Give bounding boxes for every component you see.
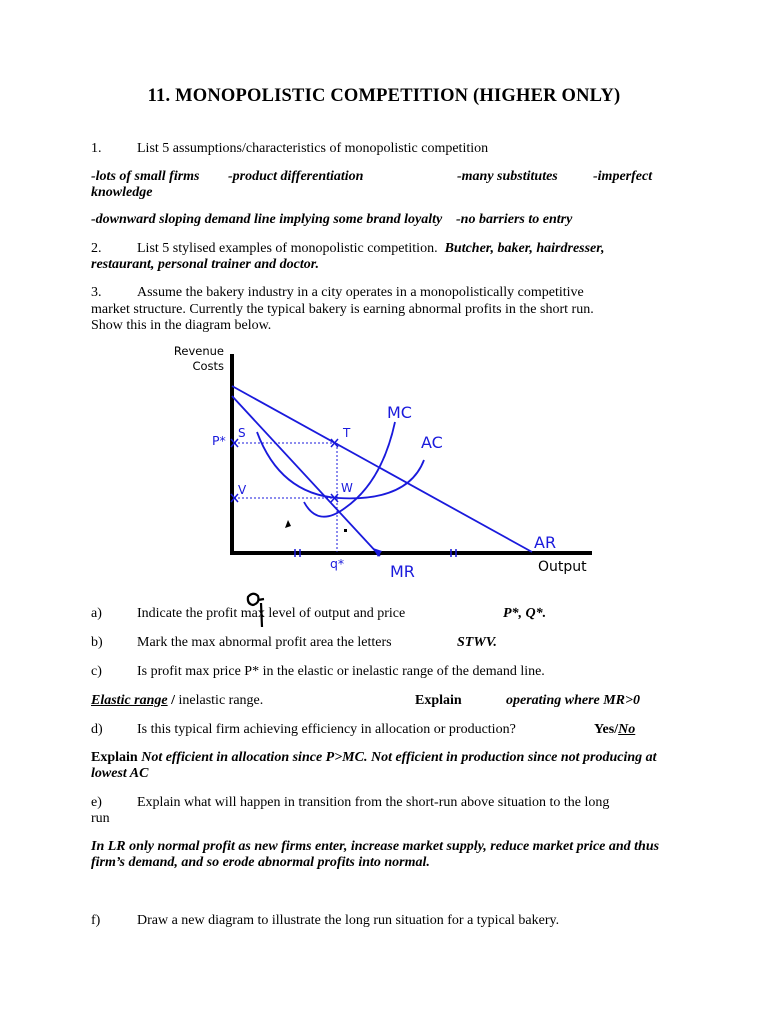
range-separator: / (167, 693, 179, 708)
answer-d-yes-no (594, 722, 635, 739)
question-number: 2. (91, 241, 102, 256)
answer-d-line-1: Not efficient in allocation since P>MC. Not efficient in production since not producing at (141, 750, 657, 765)
yes-option: Yes/ (594, 722, 619, 737)
q-star-label: q* (330, 556, 345, 571)
question-number: 3. (91, 285, 102, 300)
answer-1-product-differentiation: -product differentiation (228, 169, 364, 184)
question-d (91, 722, 681, 739)
question-text: Explain what will happen in transition from the short-run above situation to the long (137, 795, 610, 810)
question-3-line-2: market structure. Currently the typical bakery is earning abnormal profits in the short run. (91, 302, 594, 317)
question-number: a) (91, 606, 102, 621)
answer-1-knowledge: knowledge (91, 185, 153, 200)
x-axis-label-output: Output (538, 559, 587, 575)
explain-label-d: Explain (91, 750, 138, 765)
v-label: V (238, 483, 247, 497)
question-text: List 5 stylised examples of monopolistic competition. (137, 241, 438, 256)
answer-2-line-1: Butcher, baker, hairdresser, (444, 241, 605, 256)
question-e (91, 795, 681, 812)
no-answer: No (618, 722, 636, 737)
question-text: List 5 assumptions/characteristics of monopolistic competition (137, 141, 489, 156)
mr-label: MR (390, 562, 415, 581)
answer-b: STWV. (457, 635, 497, 650)
y-axis-label-costs: Costs (192, 359, 224, 373)
t-label: T (343, 426, 351, 440)
explain-label-c: Explain (415, 693, 462, 708)
page-title: 11. MONOPOLISTIC COMPETITION (HIGHER ONLY) (147, 86, 621, 106)
answer-e-line-1: In LR only normal profit as new firms enter, increase market supply, reduce market price and thus (91, 839, 660, 854)
answer-e-line-2: firm’s demand, and so erode abnormal profits into normal. (91, 855, 430, 870)
question-text: Draw a new diagram to illustrate the long run situation for a typical bakery. (137, 913, 560, 928)
answer-1-imperfect: -imperfect (593, 169, 653, 184)
answer-1-many-substitutes: -many substitutes (457, 169, 558, 184)
question-text: Is profit max price P* in the elastic or inelastic range of the demand line. (137, 664, 545, 679)
question-text: Mark the max abnormal profit area the letters (137, 635, 392, 650)
question-number: 1. (91, 141, 102, 156)
answer-c-explain: operating where MR>0 (506, 693, 640, 708)
answer-2-line-2: restaurant, personal trainer and doctor. (91, 257, 319, 272)
question-number: f) (91, 913, 101, 928)
ar-label: AR (534, 533, 557, 552)
question-text: Assume the bakery industry in a city operates in a monopolistically competitive (137, 285, 584, 300)
question-number: c) (91, 664, 102, 679)
answer-1-lots-of-small-firms: -lots of small firms (91, 169, 200, 184)
inelastic-range-option: inelastic range. (178, 693, 264, 708)
answer-1-no-barriers: -no barriers to entry (456, 212, 573, 227)
question-text: Is this typical firm achieving efficiency in allocation or production? (137, 722, 516, 737)
y-axis-label-revenue: Revenue (173, 344, 224, 358)
answer-a: P*, Q*. (503, 606, 547, 621)
p-star-label: P* (212, 433, 226, 448)
question-number: b) (91, 635, 103, 650)
question-number: d) (91, 722, 103, 737)
question-a (91, 606, 681, 623)
mc-label: MC (387, 403, 412, 422)
mr-line (232, 396, 380, 556)
answer-d-line-2: lowest AC (91, 766, 149, 781)
question-e-line-2: run (91, 811, 110, 826)
w-label: W (341, 481, 353, 495)
question-number: e) (91, 795, 102, 810)
answer-c-range (91, 693, 263, 710)
question-3-line-3: Show this in the diagram below. (91, 318, 272, 333)
ac-label: AC (421, 433, 443, 452)
question-b (91, 635, 681, 652)
question-c (91, 664, 681, 681)
answer-d-explain (91, 750, 691, 767)
elastic-range-answer: Elastic range (91, 693, 168, 708)
question-f (91, 913, 681, 930)
answer-1-downward-sloping: -downward sloping demand line implying some brand loyalty (91, 212, 443, 227)
s-label: S (238, 426, 246, 440)
question-text: Indicate the profit max level of output and price (137, 606, 406, 621)
